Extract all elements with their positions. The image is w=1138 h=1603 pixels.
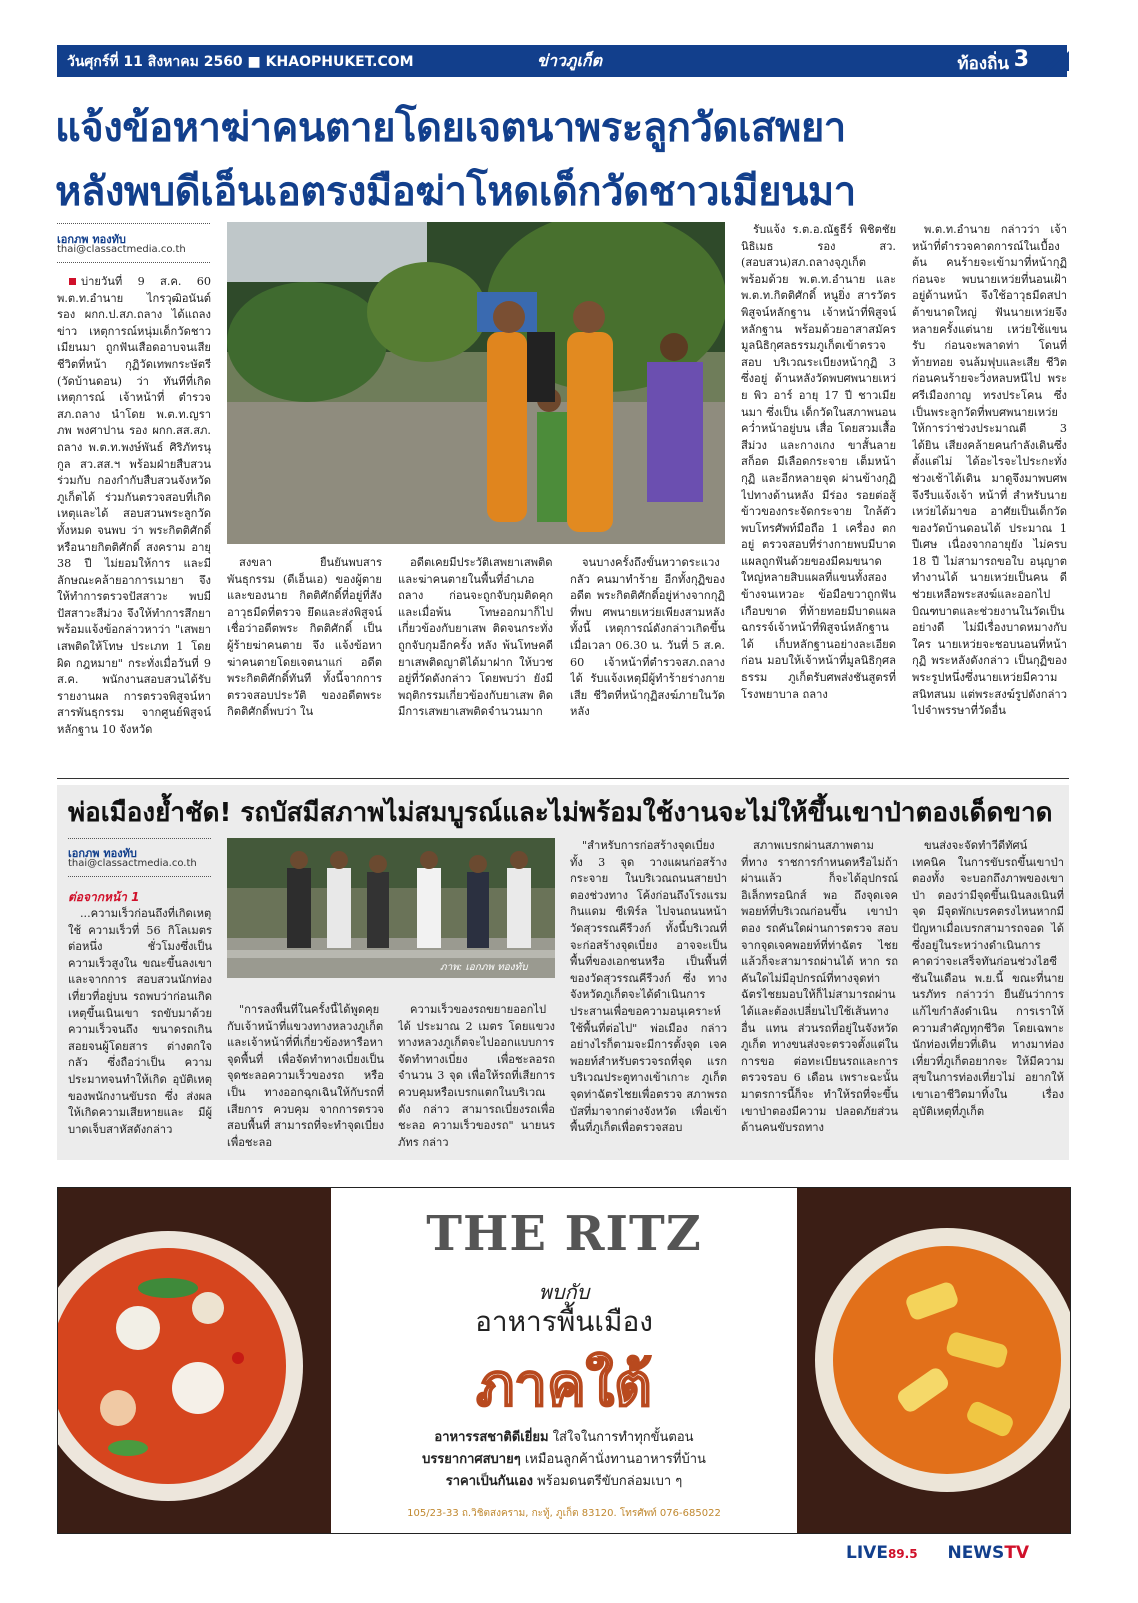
ad-text-panel	[331, 1188, 797, 1533]
divider	[68, 838, 211, 839]
story1-column-6: พ.ต.ท.อำนาย กล่าวว่า เจ้า หน้าที่ตำรวจคาดการณ์ในเบื้องต้น คนร้ายจะเข้ามาที่หน้ากุฏิก่อนจะ พบนายเหว่ยที่นอนเฝ้าอยู่ด้านหน้า จึงใช้อาวุธมีดสปาต้าขนาดใหญ่ ฟันนายเหว่ยจึงหลายครั้งแต่นาย เหว่ยใช้แขนรับ ก่อนจะพลาดท่า โดนที่ท้ายทอย จนล้มฟุบและเสีย ชีวิต ก่อนคนร้ายจะวิ่งหลบหนีไป พระศรีเมืองกาญ ทรงประโคน ซึ่งเป็นพระลูกวัดที่พบศพนายเหว่ย ให้การว่าช่วงประมาณตี 3 ได้ยิน เสียงคล้ายคนกำลังเดินซึ่งตั้งแต่ไม่ ได้อะไรจะไประกะทั่งช่วงเช้าได้เดิน มาดูจึงมาพบศพ จึงรีบแจ้งเจ้า หน้าที่ สำหรับนายเหว่ยได้มาขอ อาศัยเป็นเด็กวัดของวัดบ้านดอนได้ ประมาณ 1 ปีเศษ เนื่องจากอายุยัง ไม่ครบ 18 ปี ไม่สามารถขอใบ อนุญาตทำงานได้ นายเหว่ยเป็นคน ดี ช่วยเหลือพระสงฆ์และออกไป บิณฑบาตและช่วยงานในวัดเป็น อย่างดี ไม่มีเรื่องบาดหมางกับใคร นายเหว่ยจะชอบนอนที่หน้ากุฏิ พระหลังดังกล่าว เป็นกุฏิของ พระรูปหนึ่งซึ่งนายเหว่ยมีความ สนิทสนม แต่พระสงฆ์รูปดังกล่าว ไปจำพรรษาที่วัดอื่น	[912, 223, 1067, 718]
ad-line-1: อาหารรสชาติดีเยี่ยม ใส่ใจในการทำทุกขั้นตอน	[434, 1430, 694, 1445]
ad-line-2: บรรยากาศสบายๆ เหมือนลูกค้านั่งทานอาหารที่บ้าน	[422, 1452, 706, 1467]
ad-tagline-2: อาหารพื้นเมือง	[475, 1305, 653, 1338]
divider	[57, 262, 210, 263]
story2-column-3: ความเร็วของรถขยายออกไปได้ ประมาณ 2 เมตร โดยแขวง ทางหลวงภูเก็ตจะไปออกแบบการ จัดทำทางเบี่ยง เพื่อชะลอรถ จำนวน 3 จุด เพื่อให้รถที่เสียการ ควบคุมหรือเบรกแตกในบริเวณดัง กล่าว สามารถเบี่ยงรถเพื่อชะลอ ความเร็วของรถ" นายนรภัทร กล่าว	[398, 1003, 555, 1149]
story2-column-4: "สำหรับการก่อสร้างจุดเบี่ยง ทั้ง 3 จุด วางแผนก่อสร้างกระจาย ในบริเวณถนนสายป่าตองช่วงทาง โค้งก่อนถึงโรงแรมกินแดม ซีเพิร์ล ไปจนถนนหน้าวัดสุวรรณคีรีวงก์ ทั้งนี้บริเวณที่จะก่อสร้างจุดเบี่ยง อาจจะเป็นพื้นที่ของเอกชนหรือ เป็นพื้นที่ของวัดสุวรรณคีรีวงก์ ซึ่ง ทางจังหวัดภูเก็ตจะได้ดำเนินการ ประสานเพื่อขอความอนุเคราะห์ ใช้พื้นที่ต่อไป" พ่อเมือง กล่าว อย่างไรก็ตามจะมีการตั้งจุด เจคพอยท์สำหรับตรวจรถที่จุด แรกบริเวณประตูทางเข้าเกาะ ภูเก็ตจุดท่าฉัตรไชยเพื่อตรวจ สภาพรถบัสที่มาจากต่างจังหวัด เพื่อเข้าพื้นที่ภูเก็ตเพื่อตรวจสอบ	[570, 839, 727, 1135]
story1-column-1: บ่ายวันที่ 9 ส.ค. 60 พ.ต.ท.อำนาย ไกรวุฒิอนันต์ รอง ผกก.ป.สภ.ถลาง ได้แถลงข่าว เหตุการณ์หนุ่มเด็กวัดชาวเมียนมา ถูกฟันเสือดอาบจนเสียชีวิตที่หน้า กุฏิวัดเทพกระษัตรี (วัดบ้านดอน) ว่า ทันทีที่เกิดเหตุการณ์ เจ้าหน้าที่ ตำรวจสภ.ถลาง นำโดย พ.ต.ท.ญรา ภพ พงศาปาน รอง ผกก.สส.สภ. ถลาง พ.ต.ท.พงษ์พันธ์ ศิริภัทรนุกูล สว.สส.ฯ พร้อมฝ่ายสืบสวน ร่วมกับ กองกำกับสืบสวนจังหวัดภูเก็ตได้ ร่วมกันตรวจสอบที่เกิดเหตุและได้ สอบสวนพระลูกวัดทั้งหมด จนพบ ว่า พระกิตติศักดิ์ หรือนายกิตติศักดิ์ สงคราม อายุ 38 ปี ไม่ยอมให้การ และมีลักษณะคล้ายอาการเมายา จึงให้ทำการตรวจปัสสาวะ พบมี ปัสสาวะสีม่วง จึงให้ทำการสึกยา พร้อมแจ้งข้อกล่าวหาว่า "เสพยา เสพติดให้โทษ ประเภท 1 โดยผิด กฎหมาย" กระทั่งเมื่อวันที่ 9 ส.ค. พนักงานสอบสวนได้รับรายงานผล การตรวจพิสูจน์หาสารพันธุกรรม จากศูนย์พิสูจน์หลักฐาน 10 จังหวัด	[57, 275, 211, 737]
continued-from-label: ต่อจากหน้า 1	[68, 890, 140, 904]
story1-column-2: สงขลา ยืนยันพบสารพันธุกรรม (ดีเอ็นเอ) ของผู้ตาย และของนาย กิตติศักดิ์ที่อยู่ที่สังอาวุธมีดที่ตรวจ ยึดและส่งพิสูจน์ เชื่อว่าอดีตพระ กิตติศักดิ์ เป็นผู้ร้ายฆ่าคนตาย จึง แจ้งข้อหาฆ่าคนตายโดยเจตนาแก่ อดีตพระกิตติศักดิ์ทันที ทั้งนี้จากการตรวจสอบประวัติ ของอดีตพระกิตติศักดิ์พบว่า ใน	[227, 556, 382, 719]
story2-photo-officials-at-roadside	[227, 838, 555, 978]
story1-headline-line2: หลังพบดีเอ็นเอตรงมือฆ่าโหดเด็กวัดชาวเมียนมา	[55, 169, 856, 215]
photo-credit: ภาพ: เอกภพ ทองทับ	[440, 962, 528, 973]
story2-email: thai@classactmedia.co.th	[68, 858, 197, 869]
story-start-marker-icon	[69, 278, 76, 285]
ad-tagline-3: ภาคใต้	[476, 1351, 652, 1419]
ad-brand: THE RITZ	[426, 1206, 702, 1262]
ad-address: 105/23-33 ถ.วิชิตสงคราม, กะทู้, ภูเก็ต 83120. โทรศัพท์ 076-685022	[407, 1508, 721, 1519]
story2-column-2: "การลงพื้นที่ในครั้งนี้ได้พูดคุย กับเจ้าหน้าที่แขวงทางหลวงภูเก็ต และเจ้าหน้าที่ที่เกี่ยวข้องหารือหา จุดพื้นที่ เพื่อจัดทำทางเบี่ยงเป็น จุดชะลอความเร็วของรถ หรือเป็น ทางออกฉุกเฉินให้กับรถที่เสียการ ควบคุม จากการตรวจสอบพื้นที่ สามารถที่จะทำจุดเบี่ยงเพื่อชะลอ	[227, 1003, 384, 1149]
story2-column-1: ...ความเร็วก่อนถึงที่เกิดเหตุใช้ ความเร็วที่ 56 กิโลเมตรต่อหนึ่ง ชั่วโมงซึ่งเป็นความเร็วสูงใน ขณะขึ้นลงเขา และจากการ สอบสวนนักท่องเที่ยวที่อยู่บน รถพบว่าก่อนเกิดเหตุขึ้นเนินเขา รถขับมาด้วยความเร็วจนถึง ขนาดรถเกินสอยจนผู้โดยสาร ต่างตกใจกลัว ซึ่งถือว่าเป็น ความประมาทจนทำให้เกิด อุบัติเหตุของพนักงานขับรถ ซึ่ง ส่งผลให้เกิดความเสียหายและ มีผู้บาดเจ็บสาหัสดังกล่าว	[68, 907, 212, 1136]
story2-headline: พ่อเมืองย้ำชัด! รถบัสมีสภาพไม่สมบูรณ์และไม่พร้อมใช้งานจะไม่ให้ขึ้นเขาป่าตองเด็ดขาด	[68, 798, 1053, 828]
story2-author: เอกภพ ทองทับ	[68, 847, 137, 860]
page-header-bar	[57, 45, 1067, 77]
news-tv-logo: NEWSTV	[947, 1543, 1030, 1563]
divider	[57, 223, 210, 224]
ad-line-3: ราคาเป็นกันเอง พร้อมดนตรีขับกล่อมเบา ๆ	[445, 1474, 683, 1489]
section-name: ท้องถิ่น	[957, 54, 1009, 74]
ritz-advertisement	[57, 1187, 1071, 1534]
live-radio-logo: LIVE89.5	[846, 1543, 918, 1563]
story1-email: thai@classactmedia.co.th	[57, 244, 186, 255]
footer-logos	[846, 1543, 1029, 1563]
tom-yum-soup-image	[58, 1188, 331, 1533]
masthead-logo: ข่าวภูเก็ต	[537, 51, 602, 70]
divider	[68, 876, 211, 877]
issue-date: วันศุกร์ที่ 11 สิงหาคม 2560 ■ KHAOPHUKET.COM	[67, 54, 414, 70]
story1-photo-monks-at-temple	[227, 222, 725, 544]
story1-column-5: รับแจ้ง ร.ต.อ.ณัฐธีร์ พิชิตชัยนิธิเมธ รอง สว.(สอบสวน)สภ.ถลางจุภูเก็ต พร้อมด้วย พ.ต.ท.อำนาย และ พ.ต.ท.กิตติศักดิ์ หนูยิ่ง สารวัตร พิสูจน์หลักฐาน เจ้าหน้าที่พิสูจน์ หลักฐาน พร้อมด้วยอาสาสมัคร มูลนิธิกุศลธรรมภูเก็ตเข้าตรวจสอบ บริเวณระเบียงหน้ากุฏิ 3 ซึ่งอยู่ ด้านหลังวัดพบศพนายเหว่ย พิว อาร์ อายุ 17 ปี ชาวเมียนมา ซึ่งเป็น เด็กวัดในสภาพนอนคว่ำหน้าอยู่บน เสื่อ โดยสวมเสื้อสีม่วง และกางเกง ขาสั้นลายสก็อต มีเลือดกระจาย เต็มหน้ากุฏิ และอีกหลายจุด ผ่านข้างกุฏิ ไปทางด้านหลัง มีร่อง รอยต่อสู้ข้าวของกระจัดกระจาย ใกล้ตัวพบโทรศัพท์มือถือ 1 เครื่อง ตกอยู่ ตรวจสอบที่ร่างกายพบมีบาด แผลถูกฟันด้วยของมีคมขนาด ใหญ่หลายสิบแผลที่แขนทั้งสอง ข้างจนเหวอะ ข้อมือขวาถูกฟัน เกือบขาด ที่ท้ายทอยมีบาดแผล ฉกรรจ์เจ้าหน้าที่พิสูจน์หลักฐานได้ เก็บหลักฐานอย่างละเอียดก่อน มอบให้เจ้าหน้าที่มูลนิธิกุศลธรรม ภูเก็ตรับศพส่งชันสูตรที่โรงพยาบาล ถลาง	[741, 223, 896, 701]
site-name: KHAOPHUKET.COM	[265, 54, 414, 70]
story1-author: เอกภพ ทองทับ	[57, 233, 126, 246]
corner-arrow-icon	[1043, 45, 1069, 71]
story1-column-4: จนบางครั้งถึงขั้นหวาดระแวง กลัว คนมาทำร้าย อีกทั้งกุฏิของอดีต พระกิตติศักดิ์อยู่ห่างจากกุฏิที่พบ ศพนายเหว่ยเพียงสามหลัง ทั้งนี้ เหตุการณ์ดังกล่าวเกิดขึ้น เมื่อเวลา 06.30 น. วันที่ 5 ส.ค. 60 เจ้าหน้าที่ตำรวจสภ.ถลาง ได้ รับแจ้งเหตุมีผู้ทำร้ายร่างกายเสีย ชีวิตที่หน้ากุฏิสงฆ์ภายในวัด หลัง	[570, 556, 725, 719]
curry-dish-image	[797, 1188, 1070, 1533]
story2-column-6: ขนส่งจะจัดทำวีดีทัศน์ เทคนิค ในการขับรถขึ้นเขาป่าตองทั้ง จะบอกถึงภาพของเขาป่า ตองว่ามีจุดขึ้นเนินลงเนินที่จุด มีจุดพักเบรคตรงไหนหากมี ปัญหาเมื่อเบรกสามารถจอด ได้ซึ่งอยู่ในระหว่างดำเนินการ คาดว่าจะเสร็จทันก่อนช่วงไฮซี ซันในเดือน พ.ย.นี้ ขณะที่นายนรภัทร กล่าวว่า ยืนยันว่าการแก้ไขกำลังดำเนิน การเราให้ความสำคัญทุกชีวิต โดยเฉพาะนักท่องเที่ยวที่เดิน ทางมาท่องเที่ยวที่ภูเก็ตอยากจะ ให้มีความสุขในการท่องเที่ยวไม่ อยากให้เขาเอาชีวิตมาทิ้งใน เรื่องอุบัติเหตุที่ภูเก็ต	[912, 839, 1064, 1118]
story1-column-3: อดีตเคยมีประวัติเสพยาเสพติด และฆ่าคนตายในพื้นที่อำเภอถลาง ก่อนจะถูกจับกุมติดคุก และเมื่อพ้น โทษออกมาก็ไปเกี่ยวข้องกับยาเสพ ติดจนกระทั่งถูกจับกุมอีกครั้ง หลัง พ้นโทษคดียาเสพติดญาติได้มาฝาก ให้บวชอยู่ที่วัดดังกล่าว โดยพบว่า ยังมีพฤติกรรมเกี่ยวข้องกับยาเสพ ติด มีการเสพยาเสพติดจำนวนมาก	[398, 556, 553, 719]
section-divider	[57, 778, 1069, 779]
story2-column-5: สภาพเบรกผ่านสภาพตามที่ทาง ราชการกำหนดหรือไม่ถ้าผ่านแล้ว ก็จะได้อุปกรณ์อิเล็กทรอนิกส์ พอ ถึงจุดเจคพอยท์ที่บริเวณก่อนขึ้น เขาป่าตอง รถคันใดผ่านการตรวจ สอบจากจุดเจคพอยท์ที่ท่าฉัตร ไชยแล้วก็จะสามารถผ่านได้ หาก รถคันใดไม่มีอุปกรณ์ที่ทางจุดท่า ฉัตรไชยมอบให้ก็ไม่สามารถผ่าน ได้และต้องเปลี่ยนไปใช้เส้นทางอื่น แทน ส่วนรถที่อยู่ในจังหวัดภูเก็ต ทางขนส่งจะตรวจตั้งแต่ในการขอ ต่อทะเบียนรถและการตรวจรอบ 6 เดือน เพราะฉะนั้นมาตรการนี้ก็จะ ทำให้รถที่จะขึ้นเขาป่าตองมีความ ปลอดภัยส่วนด้านคนขับรถทาง	[741, 839, 898, 1135]
story1-headline-line1: แจ้งข้อหาฆ่าคนตายโดยเจตนาพระลูกวัดเสพยา	[55, 105, 846, 151]
page-number: 3	[1013, 47, 1029, 72]
ad-tagline-1: พบกับ	[538, 1280, 590, 1304]
